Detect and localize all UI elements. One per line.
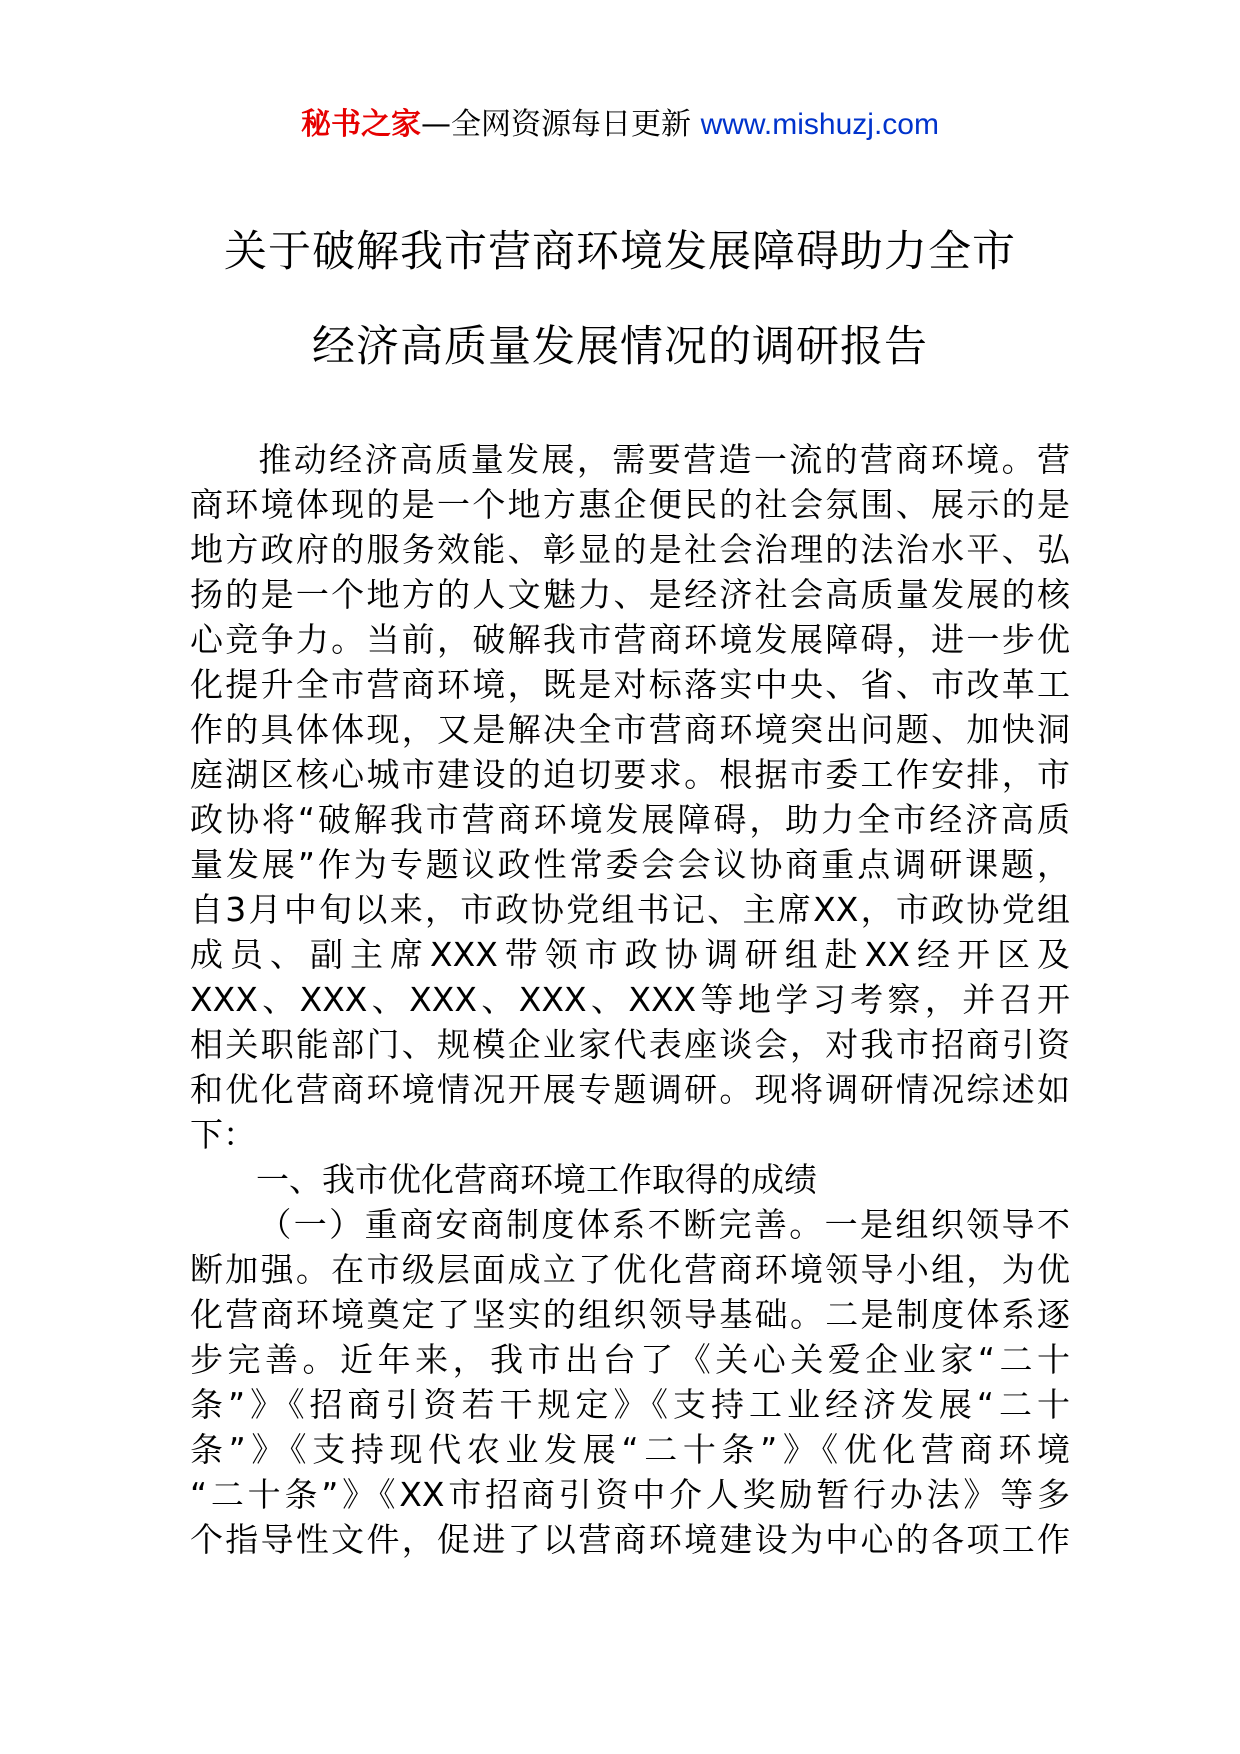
title-line-2: 经济高质量发展情况的调研报告 <box>312 322 928 372</box>
document-body <box>190 437 1070 1562</box>
body-line: 商环境体现的是一个地方惠企便民的社会氛围、展示的是 <box>190 485 1070 524</box>
body-line: 量发展”作为专题议政性常委会会议协商重点调研课题， <box>190 845 1070 884</box>
body-line: 个指导性文件，促进了以营商环境建设为中心的各项工作 <box>190 1520 1070 1559</box>
body-line: 庭湖区核心城市建设的迫切要求。根据市委工作安排，市 <box>190 755 1070 794</box>
body-line: 推动经济高质量发展，需要营造一流的营商环境。营 <box>256 440 1070 479</box>
body-line: 和优化营商环境情况开展专题调研。现将调研情况综述如 <box>190 1070 1070 1109</box>
document-title <box>150 205 1090 395</box>
body-line: 化营商环境奠定了坚实的组织领导基础。二是制度体系逐 <box>190 1295 1070 1334</box>
body-line: 条”》《招商引资若干规定》《支持工业经济发展“二十 <box>190 1385 1070 1424</box>
body-line: 心竞争力。当前，破解我市营商环境发展障碍，进一步优 <box>190 620 1070 659</box>
header-tagline: —全网资源每日更新 <box>421 107 701 142</box>
body-line: 断加强。在市级层面成立了优化营商环境领导小组，为优 <box>190 1250 1070 1289</box>
body-line: 作的具体体现，又是解决全市营商环境突出问题、加快洞 <box>190 710 1070 749</box>
site-url-link[interactable]: www.mishuzj.com <box>700 108 939 141</box>
body-line: 自3月中旬以来，市政协党组书记、主席XX，市政协党组 <box>190 890 1070 929</box>
section-heading: 一、我市优化营商环境工作取得的成绩 <box>256 1160 817 1199</box>
title-line-1: 关于破解我市营商环境发展障碍助力全市 <box>224 227 1016 277</box>
body-line: 步完善。近年来，我市出台了《关心关爱企业家“二十 <box>190 1340 1070 1379</box>
body-line: （一）重商安商制度体系不断完善。一是组织领导不 <box>256 1205 1070 1244</box>
body-line: XXX、XXX、XXX、XXX、XXX等地学习考察，并召开 <box>190 980 1070 1019</box>
site-header <box>0 95 1240 155</box>
body-line: 化提升全市营商环境，既是对标落实中央、省、市改革工 <box>190 665 1070 704</box>
body-line: 相关职能部门、规模企业家代表座谈会，对我市招商引资 <box>190 1025 1070 1064</box>
body-line: 下： <box>190 1115 256 1154</box>
body-line: 扬的是一个地方的人文魅力、是经济社会高质量发展的核 <box>190 575 1070 614</box>
brand-name: 秘书之家 <box>301 107 422 142</box>
body-line: 地方政府的服务效能、彰显的是社会治理的法治水平、弘 <box>190 530 1070 569</box>
body-line: 条”》《支持现代农业发展“二十条”》《优化营商环境 <box>190 1430 1070 1469</box>
body-line: 成员、副主席XXX带领市政协调研组赴XX经开区及 <box>190 935 1070 974</box>
body-line: 政协将“破解我市营商环境发展障碍，助力全市经济高质 <box>190 800 1070 839</box>
body-line: “二十条”》《XX市招商引资中介人奖励暂行办法》等多 <box>190 1475 1070 1514</box>
